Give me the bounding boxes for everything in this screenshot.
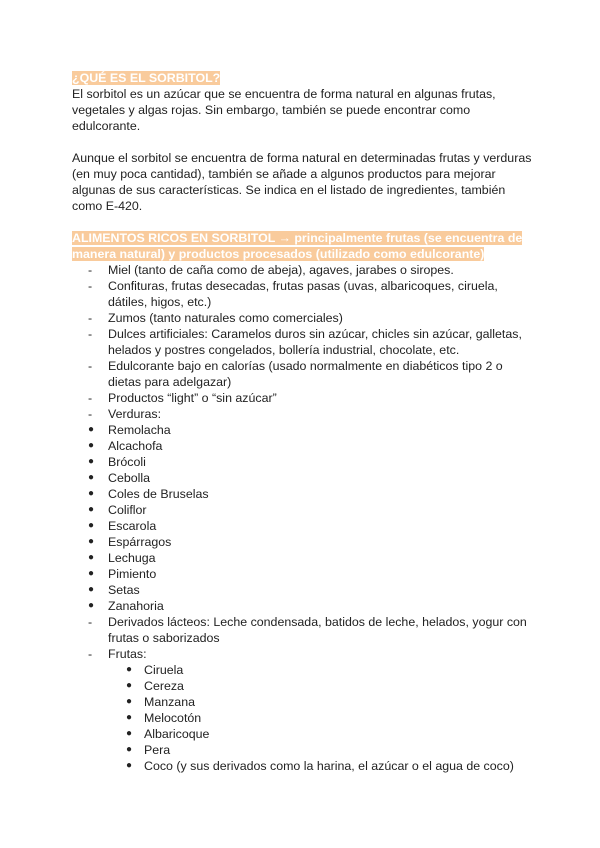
bullet-icon: ● <box>88 584 95 595</box>
bullet-icon: ● <box>88 520 95 531</box>
list-item-text: Escarola <box>108 519 157 533</box>
list-item <box>72 406 532 422</box>
dash-marker: - <box>88 407 93 421</box>
list-item-verdura <box>72 550 532 566</box>
list-item-text: Pimiento <box>108 567 157 581</box>
list-item-fruta <box>72 662 532 678</box>
list-item-text: Cebolla <box>108 471 151 485</box>
list-item-text: Remolacha <box>108 423 171 437</box>
bullet-icon: ● <box>88 440 95 451</box>
dash-marker: - <box>88 327 93 341</box>
list-item-verdura <box>72 582 532 598</box>
list-item-text: Dulces artificiales: Caramelos duros sin azúcar, chicles sin azúcar, galletas, helados y postres congelados, bollería industrial, chocolate, etc. <box>108 327 522 357</box>
list-item-text: Setas <box>108 583 140 597</box>
bullet-icon: ● <box>88 568 95 579</box>
section-heading-alimentos <box>72 230 532 262</box>
list-item-verdura <box>72 566 532 582</box>
list-item-text: Lechuga <box>108 551 156 565</box>
bullet-icon: ● <box>88 424 95 435</box>
list-item-fruta <box>72 694 532 710</box>
bullet-icon: ● <box>126 664 133 675</box>
list-item-verdura <box>72 502 532 518</box>
bullet-icon: ● <box>88 600 95 611</box>
list-item-text: Pera <box>144 743 171 757</box>
heading-highlight: ¿QUÉ ES EL SORBITOL? <box>72 71 221 85</box>
list-item-verdura <box>72 454 532 470</box>
list-item-text: Zumos (tanto naturales como comerciales) <box>108 311 343 325</box>
list-item-text: Ciruela <box>144 663 184 677</box>
bullet-icon: ● <box>126 728 133 739</box>
list-item-text: Albaricoque <box>144 727 210 741</box>
list-item <box>72 358 532 390</box>
list-item <box>72 614 532 646</box>
list-item-text: Edulcorante bajo en calorías (usado normalmente en diabéticos tipo 2 o dietas para adelgazar) <box>108 359 503 389</box>
list-item-text: Coliflor <box>108 503 147 517</box>
bullet-icon: ● <box>126 760 133 771</box>
list-item-text: Brócoli <box>108 455 146 469</box>
list-item-text: Verduras: <box>108 407 162 421</box>
list-item-verdura <box>72 486 532 502</box>
list-item-verdura <box>72 598 532 614</box>
document-content <box>72 70 532 774</box>
list-item-fruta <box>72 726 532 742</box>
food-list <box>72 262 532 774</box>
list-item-text: Melocotón <box>144 711 202 725</box>
list-item-text: Espárragos <box>108 535 172 549</box>
list-item-verdura <box>72 518 532 534</box>
paragraph-usage: Aunque el sorbitol se encuentra de forma natural en determinadas frutas y verduras (en muy poca cantidad), también se añade a algunos productos para mejorar algunas de sus características. Se indica en el listado de ingredientes, también como E-420. <box>72 151 532 213</box>
list-item <box>72 326 532 358</box>
list-item-text: Miel (tanto de caña como de abeja), agaves, jarabes o siropes. <box>108 263 454 277</box>
list-item-verdura <box>72 438 532 454</box>
dash-marker: - <box>88 311 93 325</box>
list-item-fruta <box>72 742 532 758</box>
bullet-icon: ● <box>88 472 95 483</box>
bullet-icon: ● <box>88 536 95 547</box>
list-item <box>72 262 532 278</box>
list-item-text: Frutas: <box>108 647 147 661</box>
bullet-icon: ● <box>88 456 95 467</box>
paragraph-definition: El sorbitol es un azúcar que se encuentra de forma natural en algunas frutas, vegetales y algas rojas. Sin embargo, también se puede encontrar como edulcorante. <box>72 87 496 133</box>
list-item-text: Derivados lácteos: Leche condensada, batidos de leche, helados, yogur con frutas o saborizados <box>108 615 527 645</box>
dash-marker: - <box>88 359 93 373</box>
bullet-icon: ● <box>126 696 133 707</box>
list-item-text: Coles de Bruselas <box>108 487 209 501</box>
list-item-text: Cereza <box>144 679 184 693</box>
list-item-text: Coco (y sus derivados como la harina, el azúcar o el agua de coco) <box>144 759 514 773</box>
bullet-icon: ● <box>126 712 133 723</box>
bullet-icon: ● <box>126 680 133 691</box>
list-item-text: Confituras, frutas desecadas, frutas pasas (uvas, albaricoques, ciruela, dátiles, higos, etc.) <box>108 279 498 309</box>
bullet-icon: ● <box>88 504 95 515</box>
list-item-text: Zanahoria <box>108 599 164 613</box>
bullet-icon: ● <box>88 488 95 499</box>
list-item-fruta <box>72 678 532 694</box>
list-item <box>72 278 532 310</box>
list-item-verdura <box>72 534 532 550</box>
dash-marker: - <box>88 647 93 661</box>
dash-marker: - <box>88 615 93 629</box>
paragraph-spacer <box>72 214 532 230</box>
paragraph-spacer <box>72 134 532 150</box>
bullet-icon: ● <box>126 744 133 755</box>
list-item-verdura <box>72 470 532 486</box>
dash-marker: - <box>88 279 93 293</box>
list-item <box>72 310 532 326</box>
heading-highlight: ALIMENTOS RICOS EN SORBITOL → principalmente frutas (se encuentra de manera natural) y productos procesados (utilizado como edulcorante) <box>72 231 523 261</box>
bullet-icon: ● <box>88 552 95 563</box>
list-item <box>72 646 532 662</box>
dash-marker: - <box>88 263 93 277</box>
list-item <box>72 390 532 406</box>
list-item-fruta <box>72 710 532 726</box>
list-item-text: Manzana <box>144 695 195 709</box>
dash-marker: - <box>88 391 93 405</box>
list-item-verdura <box>72 422 532 438</box>
list-item-text: Productos “light” o “sin azúcar” <box>108 391 277 405</box>
list-item-fruta <box>72 758 532 774</box>
list-item-text: Alcachofa <box>108 439 163 453</box>
section-heading-sorbitol <box>72 70 532 86</box>
